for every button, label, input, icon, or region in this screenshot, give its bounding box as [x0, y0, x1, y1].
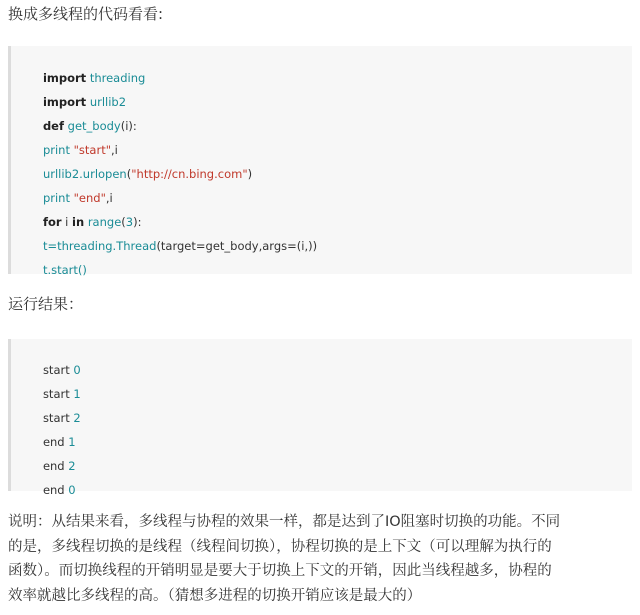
- code-identifier: print: [42, 143, 70, 157]
- explanation-line: 函数）。而切换线程的开销明显是要大于切换上下文的开销，因此当线程越多，协程的: [8, 563, 552, 579]
- code-text: (: [126, 167, 132, 181]
- code-identifier: t.start(): [42, 263, 87, 277]
- output-number: 1: [73, 387, 81, 401]
- code-text: ,i: [111, 143, 118, 157]
- output-word: end: [42, 483, 65, 497]
- code-identifier: print: [42, 191, 70, 205]
- code-identifier: urllib2: [89, 95, 127, 109]
- output-block: [8, 339, 632, 497]
- output-word: end: [42, 459, 65, 473]
- explanation-line: 的是，多线程切换的是线程（线程间切换），协程切换的是上下文（可以理解为执行的: [8, 538, 552, 555]
- code-text: (i):: [120, 119, 137, 133]
- explanation-line: 说明：从结果来看，多线程与协程的效果一样，都是达到了IO阻塞时切换的功能。不同: [8, 514, 561, 530]
- output-word: start: [42, 387, 70, 401]
- output-word: start: [42, 363, 70, 377]
- explanation-paragraph: [8, 510, 618, 608]
- code-block: [8, 46, 632, 277]
- output-number: 0: [73, 363, 81, 377]
- output-line: [21, 466, 76, 514]
- code-identifier: t=threading.: [42, 239, 117, 253]
- output-word: end: [42, 435, 65, 449]
- code-identifier: Thread: [116, 239, 157, 253]
- explanation-line: 效率就越比多线程的高。（猜想多进程的切换开销应该是最大的）: [8, 587, 422, 604]
- code-line: [21, 246, 87, 294]
- output-word: start: [42, 411, 70, 425]
- code-keyword: import: [42, 71, 87, 85]
- code-string: "http://cn.bing.com": [131, 167, 248, 181]
- code-string: "end": [73, 191, 106, 205]
- code-text: ): [247, 167, 253, 181]
- code-keyword: for: [42, 215, 62, 229]
- code-keyword: def: [42, 119, 64, 133]
- code-text: i: [65, 215, 69, 229]
- code-number: 3: [125, 215, 134, 229]
- code-identifier: threading: [89, 71, 146, 85]
- code-keyword: in: [72, 215, 85, 229]
- intro-text: 换成多线程的代码看看:: [8, 5, 164, 23]
- code-keyword: import: [42, 95, 87, 109]
- output-number: 1: [68, 435, 76, 449]
- code-text: ,i: [105, 191, 113, 205]
- output-number: 0: [68, 483, 76, 497]
- output-number: 2: [68, 459, 76, 473]
- code-identifier: urllib2.urlopen: [42, 167, 127, 181]
- result-heading: 运行结果：: [8, 295, 84, 313]
- code-text: (target=get_body,args=(i,)): [156, 239, 318, 253]
- code-identifier: get_body: [67, 119, 121, 133]
- code-text: (: [121, 215, 126, 229]
- code-string: "start": [73, 143, 111, 157]
- output-number: 2: [73, 411, 81, 425]
- code-text: ):: [133, 215, 142, 229]
- code-identifier: range: [87, 215, 122, 229]
